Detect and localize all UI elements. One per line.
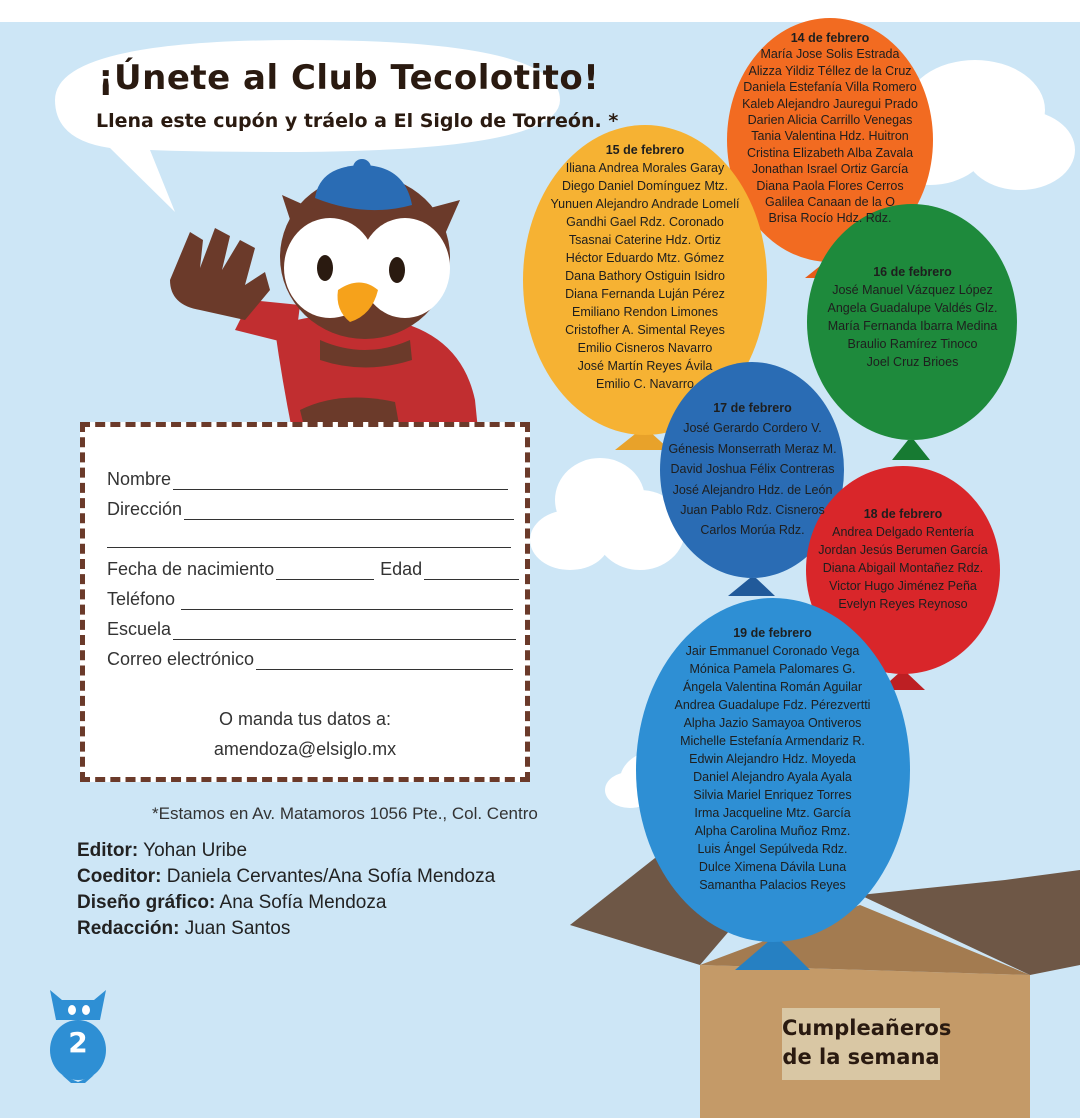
birthday-name: Jair Emmanuel Coronado Vega bbox=[685, 644, 860, 658]
birthday-name: José Manuel Vázquez López bbox=[832, 283, 993, 297]
birthday-name: Angela Guadalupe Valdés Glz. bbox=[827, 301, 998, 315]
birthday-list-15 bbox=[520, 141, 770, 393]
birthday-date: 17 de febrero bbox=[713, 401, 792, 415]
birthday-name: Diana Fernanda Luján Pérez bbox=[565, 287, 725, 301]
birthday-name: Daniel Alejandro Ayala Ayala bbox=[693, 770, 852, 784]
birthday-name: Jonathan Israel Ortiz García bbox=[751, 162, 909, 177]
birthday-name: David Joshua Félix Contreras bbox=[670, 462, 835, 477]
birthday-name: Alizza Yildiz Téllez de la Cruz bbox=[748, 63, 912, 78]
credit-writing: Redacción: Juan Santos bbox=[77, 918, 291, 939]
birthday-name: Emiliano Rendon Limones bbox=[572, 305, 718, 319]
credit-editor: Editor: Yohan Uribe bbox=[77, 840, 248, 861]
phone-field[interactable] bbox=[107, 589, 513, 610]
birthday-name: Diana Paola Flores Cerros bbox=[756, 178, 904, 193]
email-label: Correo electrónico bbox=[107, 649, 255, 669]
birthday-date: 14 de febrero bbox=[790, 31, 870, 45]
birthday-name: Génesis Monserrath Meraz M. bbox=[668, 441, 837, 456]
birthday-name: Gandhi Gael Rdz. Coronado bbox=[566, 215, 724, 229]
email-field[interactable] bbox=[107, 649, 513, 670]
birthday-date: 16 de febrero bbox=[873, 265, 952, 279]
birthday-name: Yunuen Alejandro Andrade Lomelí bbox=[550, 197, 740, 211]
birthday-name: Dana Bathory Ostiguin Isidro bbox=[565, 269, 725, 283]
birthday-name: Edwin Alejandro Hdz. Moyeda bbox=[689, 752, 856, 766]
birthday-name: Darien Alicia Carrillo Venegas bbox=[747, 113, 913, 128]
birthday-name: Victor Hugo Jiménez Peña bbox=[829, 579, 977, 593]
birthday-name: Jordan Jesús Berumen García bbox=[818, 543, 988, 557]
birthday-name: Galilea Canaan de la O bbox=[765, 195, 895, 210]
owl-mascot bbox=[170, 159, 478, 430]
birthday-name: Irma Jacqueline Mtz. García bbox=[694, 806, 851, 820]
box-label: Cumpleañeros de la semana bbox=[782, 1008, 940, 1080]
birthday-name: Juan Pablo Rdz. Cisneros bbox=[680, 503, 825, 518]
birthday-name: Luis Ángel Sepúlveda Rdz. bbox=[697, 842, 848, 856]
birthdate-field[interactable] bbox=[107, 559, 519, 580]
birthday-name: Braulio Ramírez Tinoco bbox=[847, 337, 978, 351]
birthday-list-16 bbox=[810, 263, 1015, 371]
page-title: ¡Únete al Club Tecolotito! bbox=[98, 58, 600, 98]
name-field[interactable] bbox=[107, 469, 508, 490]
credit-design: Diseño gráfico: Ana Sofía Mendoza bbox=[77, 892, 387, 913]
birthday-name: Brisa Rocío Hdz. Rdz. bbox=[768, 211, 892, 226]
birthday-name: Daniela Estefanía Villa Romero bbox=[743, 80, 917, 95]
birthday-name: Tsasnai Caterine Hdz. Ortiz bbox=[568, 233, 722, 247]
school-field[interactable] bbox=[107, 619, 516, 640]
birthday-name: Cristofher A. Simental Reyes bbox=[565, 323, 725, 337]
credit-coeditor: Coeditor: Daniela Cervantes/Ana Sofía Mendoza bbox=[77, 866, 496, 887]
birthday-name: Carlos Morúa Rdz. bbox=[700, 523, 805, 538]
birthday-list-18 bbox=[808, 505, 998, 613]
birthday-name: Héctor Eduardo Mtz. Gómez bbox=[565, 251, 725, 265]
birthday-name: Evelyn Reyes Reynoso bbox=[838, 597, 968, 611]
birthday-name: Emilio Cisneros Navarro bbox=[577, 341, 713, 355]
birthday-name: Andrea Delgado Rentería bbox=[832, 525, 974, 539]
birthday-name: Silvia Mariel Enriquez Torres bbox=[693, 788, 852, 802]
birthday-name: Dulce Ximena Dávila Luna bbox=[698, 860, 847, 874]
birthday-name: Andrea Guadalupe Fdz. Pérezvertti bbox=[674, 698, 871, 712]
birthday-date: 15 de febrero bbox=[605, 143, 685, 157]
page-number: 2 bbox=[68, 1026, 88, 1059]
birthday-name: Ángela Valentina Román Aguilar bbox=[682, 680, 863, 694]
birthday-name: Diego Daniel Domínguez Mtz. bbox=[561, 179, 729, 193]
birthday-name: Samantha Palacios Reyes bbox=[699, 878, 846, 892]
birthday-name: José Alejandro Hdz. de León bbox=[672, 482, 833, 497]
coupon-form bbox=[80, 422, 530, 782]
birthdate-label: Fecha de nacimiento bbox=[107, 559, 275, 579]
age-label: Edad bbox=[380, 559, 423, 579]
address-line-2[interactable] bbox=[107, 529, 511, 548]
birthday-name: José Gerardo Cordero V. bbox=[683, 421, 822, 436]
birthday-name: Mónica Pamela Palomares G. bbox=[689, 662, 856, 676]
name-label: Nombre bbox=[107, 469, 172, 489]
birthday-name: José Martín Reyes Ávila bbox=[577, 359, 713, 373]
birthday-name: Alpha Jazio Samayoa Ontiveros bbox=[683, 716, 862, 730]
birthday-name: María Jose Solis Estrada bbox=[760, 47, 900, 62]
birthday-name: Alpha Carolina Muñoz Rmz. bbox=[694, 824, 851, 838]
address-footnote: *Estamos en Av. Matamoros 1056 Pte., Col. Centro bbox=[152, 804, 538, 823]
birthday-date: 18 de febrero bbox=[863, 507, 943, 521]
birthday-name: Emilio C. Navarro bbox=[596, 377, 694, 391]
school-label: Escuela bbox=[107, 619, 172, 639]
phone-label: Teléfono bbox=[107, 589, 176, 609]
birthday-name: Diana Abigail Montañez Rdz. bbox=[822, 561, 984, 575]
address-field[interactable] bbox=[107, 499, 514, 520]
birthday-name: María Fernanda Ibarra Medina bbox=[827, 319, 998, 333]
birthday-date: 19 de febrero bbox=[733, 626, 812, 640]
birthday-name: Cristina Elizabeth Alba Zavala bbox=[746, 145, 914, 160]
birthday-name: Iliana Andrea Morales Garay bbox=[565, 161, 725, 175]
contact-email[interactable]: amendoza@elsiglo.mx bbox=[213, 739, 397, 759]
address-label: Dirección bbox=[107, 499, 183, 519]
birthday-list-19 bbox=[640, 624, 905, 894]
page-subtitle: Llena este cupón y tráelo a El Siglo de Torreón. * bbox=[96, 110, 619, 132]
send-instructions: O manda tus datos a: bbox=[218, 709, 392, 729]
birthday-name: Michelle Estefanía Armendariz R. bbox=[680, 734, 865, 748]
birthday-name: Tania Valentina Hdz. Huitron bbox=[751, 129, 909, 144]
birthday-name: Joel Cruz Brioes bbox=[866, 355, 959, 369]
birthday-name: Kaleb Alejandro Jauregui Prado bbox=[742, 96, 918, 111]
